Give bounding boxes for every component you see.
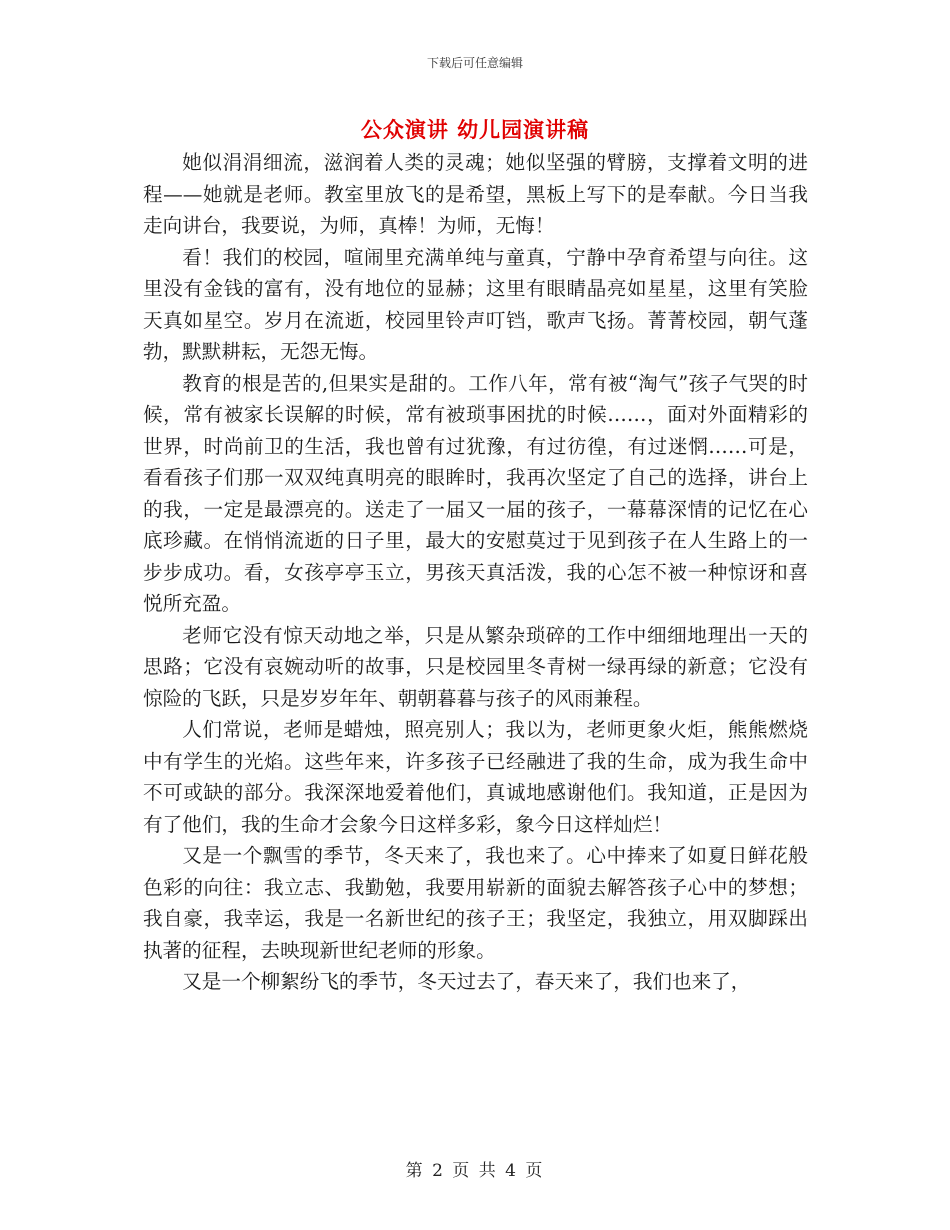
paragraph: 人们常说，老师是蜡烛，照亮别人；我以为，老师更象火炬，熊熊燃烧中有学生的光焰。这些年来，许多孩子已经融进了我的生命，成为我生命中不可或缺的部分。我深深地爱着他们，真诚地感谢他们。我知道，正是因为有了他们，我的生命才会象今日这样多彩，象今日这样灿烂！	[143, 718, 808, 836]
paragraph: 她似涓涓细流，滋润着人类的灵魂；她似坚强的臂膀，支撑着文明的进程——她就是老师。教室里放飞的是希望，黑板上写下的是奉献。今日当我走向讲台，我要说，为师，真棒！为师，无悔！	[143, 151, 808, 237]
page-header: 下载后可任意编辑	[426, 56, 523, 70]
paragraph: 又是一个飘雪的季节，冬天来了，我也来了。心中捧来了如夏日鲜花般色彩的向往：我立志、我勤勉，我要用崭新的面貌去解答孩子心中的梦想；我自豪，我幸运，我是一名新世纪的孩子王；我坚定，我独立，用双脚踩出执著的征程，去映现新世纪老师的形象。	[143, 844, 808, 962]
paragraph: 看！我们的校园，喧闹里充满单纯与童真，宁静中孕育希望与向往。这里没有金钱的富有，没有地位的显赫；这里有眼睛晶亮如星星，这里有笑脸天真如星空。岁月在流逝，校园里铃声叮铛，歌声飞扬。菁菁校园，朝气蓬勃，默默耕耘，无怨无悔。	[143, 245, 808, 363]
document-title: 公众演讲 幼儿园演讲稿	[360, 117, 590, 142]
page-number: 第 2 页 共 4 页	[405, 1161, 545, 1181]
paragraph: 又是一个柳絮纷飞的季节，冬天过去了，春天来了，我们也来了，	[182, 970, 751, 993]
paragraph: 教育的根是苦的,但果实是甜的。工作八年，常有被“淘气”孩子气哭的时候，常有被家长误解的时候，常有被琐事困扰的时候……，面对外面精彩的世界，时尚前卫的生活，我也曾有过犹豫，有过彷徨，有过迷惘……可是，看看孩子们那一双双纯真明亮的眼眸时，我再次坚定了自己的选择，讲台上的我，一定是最漂亮的。送走了一届又一届的孩子，一幕幕深情的记忆在心底珍藏。在悄悄流逝的日子里，最大的安慰莫过于见到孩子在人生路上的一步步成功。看，女孩亭亭玉立，男孩天真活泼，我的心怎不被一种惊讶和喜悦所充盈。	[143, 371, 808, 615]
paragraph: 老师它没有惊天动地之举，只是从繁杂琐碎的工作中细细地理出一天的思路；它没有哀婉动听的故事，只是校园里冬青树一绿再绿的新意；它没有惊险的飞跃，只是岁岁年年、朝朝暮暮与孩子的风雨兼程。	[143, 623, 808, 710]
document-body	[143, 147, 808, 998]
